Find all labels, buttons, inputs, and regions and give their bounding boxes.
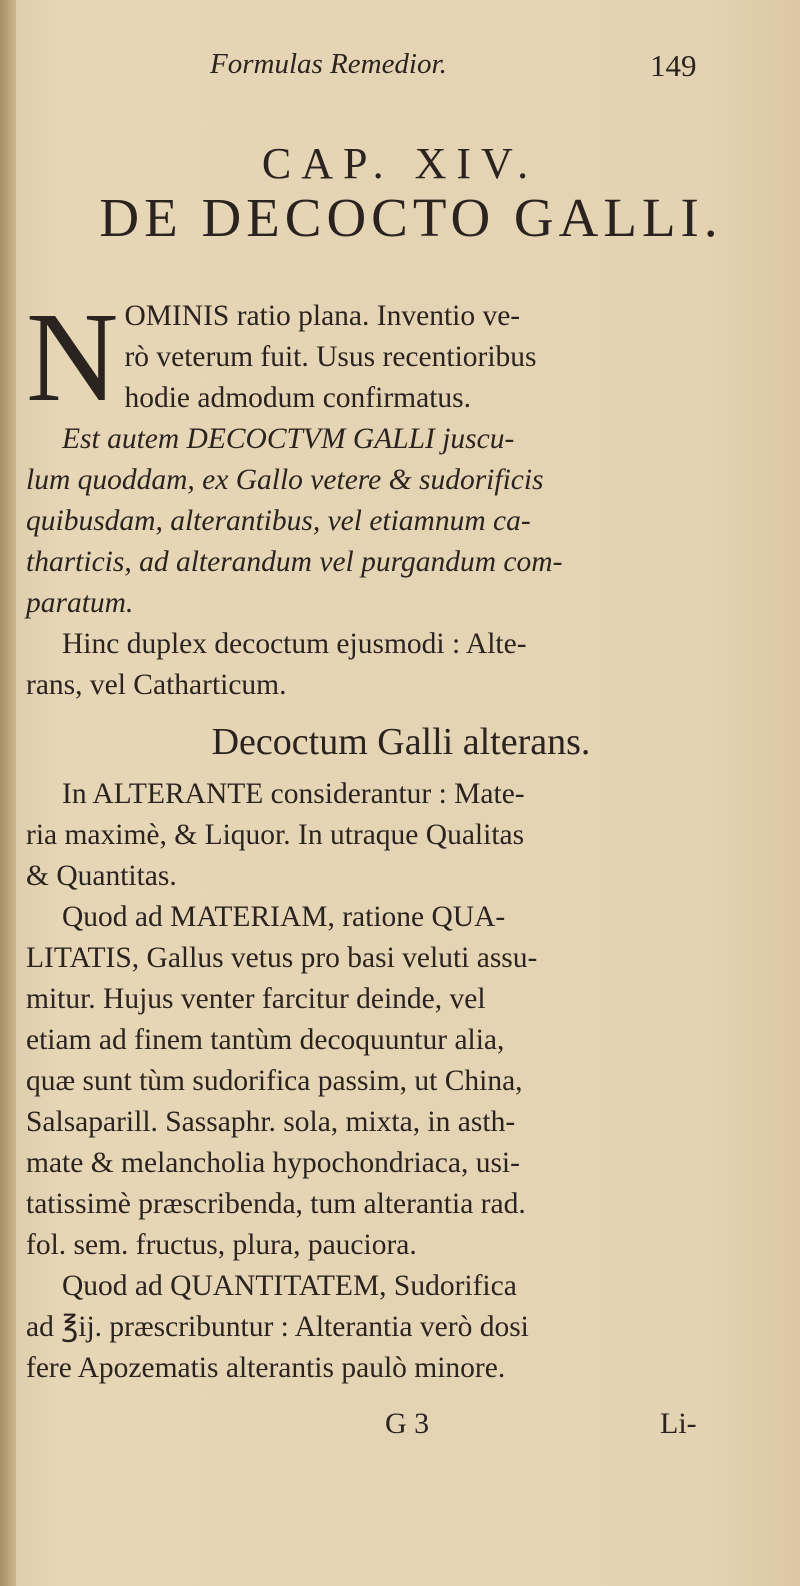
alterans-paragraph — [26, 774, 776, 897]
section-subheading: Decoctum Galli alterans. — [211, 721, 591, 763]
text-line: & Quantitas. — [26, 860, 177, 892]
text-line: LITATIS, Gallus vetus pro basi veluti assu- — [26, 942, 538, 974]
signature-mark: G 3 — [385, 1407, 430, 1440]
body-text — [26, 286, 776, 1389]
running-head-title: Formulas Remedior. — [210, 48, 447, 80]
text-line: ria maximè, & Liquor. In utraque Qualitas — [26, 819, 525, 851]
text-line: mitur. Hujus venter farcitur deinde, vel — [26, 983, 486, 1015]
text-line: ad ℥ij. præscribuntur : Alterantia verò dosi — [26, 1311, 529, 1343]
text-line: Hinc duplex decoctum ejusmodi : Alte- — [62, 628, 527, 660]
page-footer — [0, 1407, 800, 1447]
text-line: In ALTERANTE considerantur : Mate- — [62, 778, 525, 810]
catchword: Li- — [660, 1407, 697, 1440]
text-line: etiam ad finem tantùm decoquuntur alia, — [26, 1024, 505, 1056]
text-line: fol. sem. fructus, plura, pauciora. — [26, 1229, 417, 1261]
chapter-title: DE DECOCTO GALLI. — [99, 187, 723, 248]
definition-paragraph — [26, 419, 776, 624]
text-line: Salsaparill. Sassaphr. sola, mixta, in asth- — [26, 1106, 516, 1138]
text-line: mate & melancholia hypochondriaca, usi- — [26, 1147, 520, 1179]
quantitas-paragraph — [26, 1266, 776, 1389]
text-line: Est autem DECOCTVM GALLI juscu- — [62, 423, 515, 455]
text-line: lum quoddam, ex Gallo vetere & sudorificis — [26, 464, 544, 496]
text-line: rò veterum fuit. Usus recentioribus — [124, 341, 537, 373]
drop-cap-initial: N — [26, 286, 119, 428]
text-line: quibusdam, alterantibus, vel etiamnum ca- — [26, 505, 531, 537]
page-number: 149 — [650, 48, 697, 83]
chapter-label: CAP. XIV. — [261, 139, 539, 188]
text-line: Quod ad QUANTITATEM, Sudorifica — [62, 1270, 517, 1302]
materia-paragraph — [26, 897, 776, 1266]
text-line: fere Apozematis alterantis paulò minore. — [26, 1352, 506, 1384]
text-line: tatissimè præscribenda, tum alterantia rad. — [26, 1188, 526, 1220]
intro-paragraph — [26, 286, 776, 428]
page-gutter-shadow — [0, 0, 16, 1586]
text-line: Quod ad MATERIAM, ratione QUA- — [62, 901, 506, 933]
text-line: hodie admodum confirmatus. — [124, 382, 471, 414]
running-head — [0, 48, 800, 88]
types-paragraph — [26, 624, 776, 706]
text-line: paratum. — [26, 587, 134, 619]
text-line: quæ sunt tùm sudorifica passim, ut China, — [26, 1065, 523, 1097]
text-line: OMINIS ratio plana. Inventio ve- — [124, 300, 521, 332]
text-line: tharticis, ad alterandum vel purgandum com- — [26, 546, 563, 578]
text-line: rans, vel Catharticum. — [26, 669, 287, 701]
